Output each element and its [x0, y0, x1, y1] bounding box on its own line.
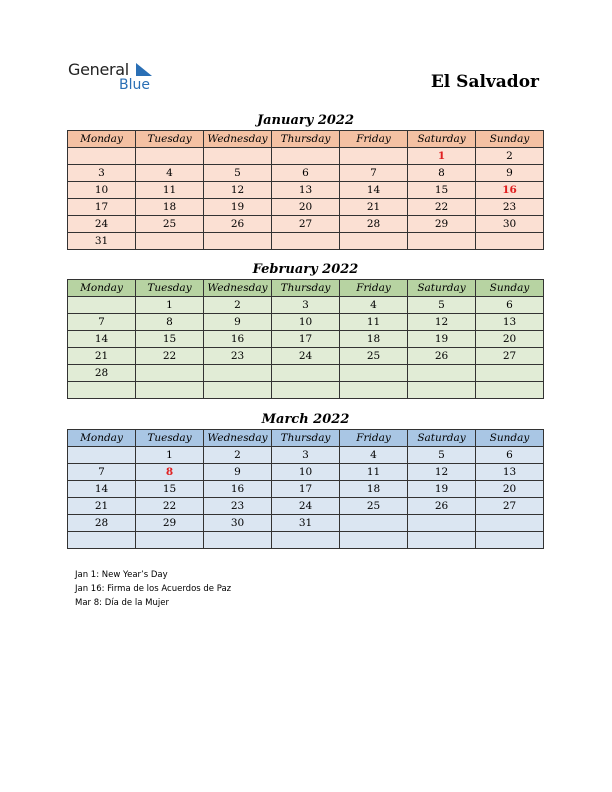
- empty-day-cell: [136, 365, 204, 382]
- week-row: [68, 148, 544, 165]
- day-cell: 23: [476, 199, 544, 216]
- day-cell: 3: [272, 447, 340, 464]
- week-row: [68, 447, 544, 464]
- day-cell: 27: [476, 498, 544, 515]
- weekday-header: Sunday: [476, 131, 544, 148]
- empty-day-cell: [204, 532, 272, 549]
- day-cell: 4: [136, 165, 204, 182]
- empty-day-cell: [408, 515, 476, 532]
- weekday-header: Sunday: [476, 280, 544, 297]
- weekday-header: Saturday: [408, 280, 476, 297]
- empty-day-cell: [272, 148, 340, 165]
- day-cell: 19: [204, 199, 272, 216]
- day-cell: 24: [272, 498, 340, 515]
- empty-day-cell: [136, 148, 204, 165]
- empty-day-cell: [476, 382, 544, 399]
- day-cell: 31: [272, 515, 340, 532]
- day-cell: 5: [408, 447, 476, 464]
- weekday-header: Wednesday: [204, 280, 272, 297]
- day-cell: 24: [68, 216, 136, 233]
- logo-general-text: General: [68, 60, 129, 79]
- holiday-item: Jan 1: New Year’s Day: [75, 570, 168, 580]
- calendar-table: [67, 279, 544, 399]
- day-cell: 17: [68, 199, 136, 216]
- week-row: [68, 532, 544, 549]
- empty-day-cell: [272, 233, 340, 250]
- empty-day-cell: [204, 382, 272, 399]
- calendar-table: [67, 130, 544, 250]
- day-cell: 15: [408, 182, 476, 199]
- day-cell: 14: [68, 331, 136, 348]
- empty-day-cell: [340, 233, 408, 250]
- week-row: [68, 348, 544, 365]
- empty-day-cell: [68, 382, 136, 399]
- day-cell: 8: [408, 165, 476, 182]
- week-row: [68, 314, 544, 331]
- weekday-header: Tuesday: [136, 430, 204, 447]
- day-cell: 12: [204, 182, 272, 199]
- day-cell: 25: [340, 498, 408, 515]
- day-cell: 19: [408, 331, 476, 348]
- empty-day-cell: [68, 297, 136, 314]
- day-cell: 24: [272, 348, 340, 365]
- empty-day-cell: [340, 515, 408, 532]
- weekday-header: Friday: [340, 430, 408, 447]
- day-cell: 20: [272, 199, 340, 216]
- empty-day-cell: [476, 515, 544, 532]
- empty-day-cell: [68, 532, 136, 549]
- holiday-item: Mar 8: Día de la Mujer: [75, 598, 169, 608]
- day-cell: 21: [340, 199, 408, 216]
- empty-day-cell: [272, 532, 340, 549]
- weekday-header: Wednesday: [204, 430, 272, 447]
- day-cell: 4: [340, 447, 408, 464]
- day-cell: 26: [408, 498, 476, 515]
- month-february: [67, 261, 544, 399]
- day-cell: 27: [476, 348, 544, 365]
- day-cell: 14: [340, 182, 408, 199]
- day-cell: 12: [408, 464, 476, 481]
- weekday-header: Saturday: [408, 131, 476, 148]
- week-row: [68, 199, 544, 216]
- week-row: [68, 515, 544, 532]
- day-cell: 23: [204, 348, 272, 365]
- empty-day-cell: [408, 233, 476, 250]
- day-cell: 11: [340, 314, 408, 331]
- day-cell: 9: [476, 165, 544, 182]
- week-row: [68, 382, 544, 399]
- weekday-header: Wednesday: [204, 131, 272, 148]
- day-cell: 21: [68, 348, 136, 365]
- empty-day-cell: [340, 382, 408, 399]
- day-cell: 20: [476, 331, 544, 348]
- weekday-header: Friday: [340, 131, 408, 148]
- day-cell: 16: [204, 481, 272, 498]
- empty-day-cell: [340, 365, 408, 382]
- day-cell: 4: [340, 297, 408, 314]
- empty-day-cell: [408, 365, 476, 382]
- day-cell: 1: [136, 447, 204, 464]
- empty-day-cell: [340, 532, 408, 549]
- day-cell: 25: [136, 216, 204, 233]
- day-cell: 11: [136, 182, 204, 199]
- empty-day-cell: [204, 233, 272, 250]
- day-cell: 21: [68, 498, 136, 515]
- holiday-item: Jan 16: Firma de los Acuerdos de Paz: [75, 584, 232, 594]
- weekday-header: Thursday: [272, 280, 340, 297]
- week-row: [68, 297, 544, 314]
- weekday-header-row: [68, 430, 544, 447]
- calendar-table: [67, 429, 544, 549]
- week-row: [68, 365, 544, 382]
- day-cell: 19: [408, 481, 476, 498]
- holiday-list: [75, 568, 231, 610]
- empty-day-cell: [204, 148, 272, 165]
- day-cell: 8: [136, 464, 204, 481]
- empty-day-cell: [408, 382, 476, 399]
- empty-day-cell: [476, 365, 544, 382]
- week-row: [68, 464, 544, 481]
- day-cell: 5: [204, 165, 272, 182]
- day-cell: 11: [340, 464, 408, 481]
- day-cell: 12: [408, 314, 476, 331]
- logo-blue-text: Blue: [119, 77, 150, 93]
- day-cell: 28: [68, 515, 136, 532]
- day-cell: 31: [68, 233, 136, 250]
- day-cell: 14: [68, 481, 136, 498]
- day-cell: 13: [476, 464, 544, 481]
- day-cell: 9: [204, 464, 272, 481]
- generalblue-logo: [68, 60, 168, 96]
- month-january: [67, 112, 544, 250]
- day-cell: 26: [408, 348, 476, 365]
- empty-day-cell: [68, 447, 136, 464]
- day-cell: 16: [476, 182, 544, 199]
- day-cell: 10: [68, 182, 136, 199]
- day-cell: 22: [408, 199, 476, 216]
- day-cell: 6: [272, 165, 340, 182]
- empty-day-cell: [408, 532, 476, 549]
- day-cell: 25: [340, 348, 408, 365]
- week-row: [68, 481, 544, 498]
- day-cell: 17: [272, 481, 340, 498]
- day-cell: 29: [408, 216, 476, 233]
- day-cell: 7: [68, 464, 136, 481]
- empty-day-cell: [340, 148, 408, 165]
- week-row: [68, 233, 544, 250]
- empty-day-cell: [272, 382, 340, 399]
- month-title: March 2022: [261, 412, 350, 427]
- week-row: [68, 165, 544, 182]
- day-cell: 28: [340, 216, 408, 233]
- day-cell: 22: [136, 498, 204, 515]
- day-cell: 18: [136, 199, 204, 216]
- day-cell: 6: [476, 297, 544, 314]
- weekday-header: Friday: [340, 280, 408, 297]
- day-cell: 10: [272, 314, 340, 331]
- day-cell: 13: [272, 182, 340, 199]
- day-cell: 3: [68, 165, 136, 182]
- empty-day-cell: [136, 233, 204, 250]
- day-cell: 2: [204, 297, 272, 314]
- day-cell: 30: [204, 515, 272, 532]
- day-cell: 17: [272, 331, 340, 348]
- month-title: February 2022: [252, 262, 359, 277]
- day-cell: 9: [204, 314, 272, 331]
- weekday-header-row: [68, 280, 544, 297]
- empty-day-cell: [136, 382, 204, 399]
- weekday-header: Monday: [68, 280, 136, 297]
- logo-triangle-icon: [136, 63, 152, 76]
- day-cell: 7: [68, 314, 136, 331]
- day-cell: 23: [204, 498, 272, 515]
- weekday-header: Thursday: [272, 430, 340, 447]
- month-title: January 2022: [256, 113, 354, 128]
- weekday-header: Sunday: [476, 430, 544, 447]
- day-cell: 2: [476, 148, 544, 165]
- day-cell: 13: [476, 314, 544, 331]
- day-cell: 6: [476, 447, 544, 464]
- day-cell: 5: [408, 297, 476, 314]
- week-row: [68, 216, 544, 233]
- day-cell: 20: [476, 481, 544, 498]
- weekday-header: Tuesday: [136, 131, 204, 148]
- country-title: El Salvador: [430, 72, 539, 92]
- day-cell: 15: [136, 481, 204, 498]
- month-march: [67, 411, 544, 549]
- day-cell: 26: [204, 216, 272, 233]
- day-cell: 30: [476, 216, 544, 233]
- empty-day-cell: [204, 365, 272, 382]
- day-cell: 18: [340, 481, 408, 498]
- weekday-header: Thursday: [272, 131, 340, 148]
- day-cell: 1: [136, 297, 204, 314]
- day-cell: 3: [272, 297, 340, 314]
- day-cell: 10: [272, 464, 340, 481]
- empty-day-cell: [476, 233, 544, 250]
- empty-day-cell: [476, 532, 544, 549]
- empty-day-cell: [136, 532, 204, 549]
- weekday-header-row: [68, 131, 544, 148]
- day-cell: 28: [68, 365, 136, 382]
- day-cell: 27: [272, 216, 340, 233]
- week-row: [68, 331, 544, 348]
- day-cell: 22: [136, 348, 204, 365]
- day-cell: 29: [136, 515, 204, 532]
- day-cell: 15: [136, 331, 204, 348]
- empty-day-cell: [272, 365, 340, 382]
- weekday-header: Saturday: [408, 430, 476, 447]
- day-cell: 8: [136, 314, 204, 331]
- empty-day-cell: [68, 148, 136, 165]
- weekday-header: Tuesday: [136, 280, 204, 297]
- week-row: [68, 498, 544, 515]
- day-cell: 2: [204, 447, 272, 464]
- day-cell: 7: [340, 165, 408, 182]
- day-cell: 16: [204, 331, 272, 348]
- weekday-header: Monday: [68, 430, 136, 447]
- day-cell: 18: [340, 331, 408, 348]
- weekday-header: Monday: [68, 131, 136, 148]
- day-cell: 1: [408, 148, 476, 165]
- week-row: [68, 182, 544, 199]
